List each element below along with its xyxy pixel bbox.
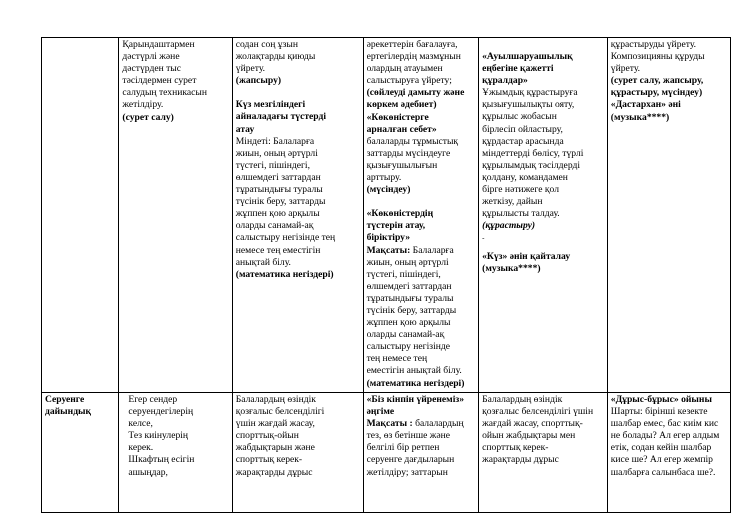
cell-text-line: құрастыруды үйрету. bbox=[610, 39, 697, 50]
cell-text-line: ашыңдар, bbox=[128, 466, 168, 478]
cell-text-line: біріктіру» bbox=[366, 232, 410, 244]
cell-text-line: салыстыру негізінде bbox=[366, 341, 451, 353]
cell-text-line: етік, содан кейін шалбар bbox=[610, 442, 712, 454]
cell-text-line: құралдар» bbox=[482, 75, 528, 87]
cell-text-line: керек. bbox=[128, 442, 154, 454]
walk-cell-day1 bbox=[119, 393, 232, 513]
cell-text-line: спорттық керек- bbox=[235, 454, 303, 466]
cell-text-line: Мақсаты: Балаларға bbox=[366, 244, 454, 256]
cell-text-line: келсе, bbox=[128, 418, 153, 430]
cell-text-line: арналған себет» bbox=[366, 123, 437, 135]
cell-text-line: түстерін атау, bbox=[366, 220, 426, 232]
cell-text-line: «Көкөністердің bbox=[366, 208, 434, 220]
cell-text-line: дәстүрден тыс bbox=[122, 63, 182, 75]
cell-text-line: Күз мезгіліндегі bbox=[235, 99, 306, 111]
cell-text-line: жарақтарды дұрыс bbox=[482, 454, 559, 466]
cell-text-line: Серуенге bbox=[45, 394, 85, 405]
cell-text-line: атау bbox=[235, 123, 255, 135]
cell-text-line: (математика негіздері) bbox=[366, 377, 465, 389]
cell-text-line: Балалардың өзіндік bbox=[235, 394, 316, 405]
cell-text-line: Мақсаты : балалардың bbox=[366, 418, 464, 430]
cell-text-line: міндеттерді бөлісу, түрлі bbox=[482, 147, 584, 159]
activity-cell-day5 bbox=[607, 38, 730, 393]
cell-text-line: қызығушылығын bbox=[366, 159, 438, 171]
walk-cell-day3 bbox=[363, 393, 479, 513]
activity-cell-day2 bbox=[232, 38, 363, 393]
cell-text-line: дәстүрлі және bbox=[122, 51, 180, 63]
cell-text-line: түсінік беру, заттарды bbox=[235, 196, 326, 208]
cell-text-line: «Біз кінпін үйренеміз» bbox=[366, 394, 465, 405]
cell-text-line: анықтай білу. bbox=[235, 256, 291, 268]
cell-text-line: Балалардың өзіндік bbox=[482, 394, 563, 405]
cell-text-line: Шкафтың есігін bbox=[128, 454, 195, 466]
cell-text-line: Егер сендер bbox=[128, 394, 178, 405]
cell-text-line: (музыка****) bbox=[482, 262, 541, 274]
cell-text-line: үйрету. bbox=[235, 63, 266, 75]
cell-text-line: бірге нәтижеге қол bbox=[482, 184, 559, 196]
cell-text-line: қолдану, командамен bbox=[482, 171, 568, 183]
cell-text-line bbox=[236, 87, 360, 99]
cell-text-line: «Дастархан» әні bbox=[610, 99, 681, 111]
cell-text-line: әңгіме bbox=[366, 406, 395, 418]
cell-text-line: жарақтарды дұрыс bbox=[235, 466, 313, 478]
cell-text-line: тұратындығы туралы bbox=[366, 292, 454, 304]
cell-text-line: заттарды мүсіндеуге bbox=[366, 147, 451, 159]
walk-cell-day5 bbox=[607, 393, 730, 513]
cell-text-line: тез, өз бетінше және bbox=[366, 430, 451, 442]
cell-text-line: қозғалыс белсенділігі bbox=[235, 406, 325, 418]
cell-text-line: Тез киінулерің bbox=[128, 430, 189, 442]
cell-text-line: тең немесе тең bbox=[366, 353, 428, 365]
cell-text-line: шалбар емес, бас киім кис bbox=[610, 418, 719, 430]
cell-text-line: түстегі, пішіндегі, bbox=[366, 268, 441, 280]
cell-text-line: - bbox=[482, 234, 485, 243]
cell-text-line: ойын жабдықтары мен bbox=[482, 430, 576, 442]
cell-text-line: ертегілердің мазмұнын bbox=[366, 51, 461, 63]
cell-text-line: бірлесіп ойластыру, bbox=[482, 123, 563, 135]
cell-text-line: не болады? Ал егер алдым bbox=[610, 430, 720, 442]
cell-text-line: салыстыру негізінде тең bbox=[235, 232, 336, 244]
walk-cell-day2 bbox=[232, 393, 363, 513]
cell-text-line: әрекеттерін бағалауға, bbox=[366, 39, 458, 50]
activity-cell-day1 bbox=[119, 38, 232, 393]
cell-text-line: салудың техникасын bbox=[122, 87, 207, 99]
cell-text-line: салыстыруға үйрету; bbox=[366, 75, 452, 87]
cell-text-line: жетілдіру; заттарын bbox=[366, 466, 448, 478]
walk-cell-day4 bbox=[479, 393, 608, 513]
daily-plan-table bbox=[41, 37, 731, 513]
cell-text-line: (сурет салу) bbox=[122, 111, 174, 123]
cell-text-line: Шарты: бірінші кезекте bbox=[610, 406, 708, 418]
cell-text-line: дайындық bbox=[45, 406, 92, 418]
cell-text-line: серуендегілерің bbox=[128, 406, 194, 418]
cell-text-line: (сурет салу, жапсыру, bbox=[610, 75, 704, 87]
cell-text-line: балаларды тұрмыстық bbox=[366, 135, 459, 147]
cell-text-line: тұратындығы туралы bbox=[235, 184, 323, 196]
cell-text-line: (музыка****) bbox=[610, 111, 670, 123]
cell-text-line: Композицияны құруды bbox=[610, 51, 705, 63]
cell-text-line: Ұжымдық құрастыруға bbox=[482, 87, 578, 99]
table-row-activities bbox=[42, 38, 731, 393]
cell-text-line: спорттық керек- bbox=[482, 442, 549, 454]
cell-text-line: жабдықтарын және bbox=[235, 442, 315, 454]
cell-text-line: оларды санамай-ақ bbox=[366, 329, 445, 341]
cell-text-line: еңбегіне қажетті bbox=[482, 63, 554, 75]
cell-text-line: (сөйлеуді дамыту және bbox=[366, 87, 465, 99]
cell-text-line: айналадағы түстерді bbox=[235, 111, 327, 123]
cell-text-line: құрылыс жобасын bbox=[482, 111, 557, 123]
cell-text-line: жұппен қою арқылы bbox=[235, 208, 320, 220]
cell-text-line: түсінік беру, заттарды bbox=[366, 304, 457, 316]
cell-text-line: шалбарға салынбаса ше?. bbox=[610, 466, 716, 478]
cell-text-line: жұппен қою арқылы bbox=[366, 317, 451, 329]
cell-text-line: содан соң ұзын bbox=[235, 39, 298, 50]
cell-text-line: (құрастыру) bbox=[482, 220, 536, 232]
cell-text-line: «Дұрыс-бұрыс» ойыны bbox=[610, 394, 712, 405]
activity-cell-day4 bbox=[479, 38, 608, 393]
cell-text-line: спорттық-ойын bbox=[235, 430, 299, 442]
cell-text-line: жиын, оның әртүрлі bbox=[366, 256, 449, 268]
row-header-walk-preparation bbox=[42, 393, 119, 513]
cell-text-line: өлшемдегі заттардан bbox=[235, 171, 321, 183]
cell-text-line: жолақтарды қиюды bbox=[235, 51, 316, 63]
cell-text-line: жетілдіру. bbox=[122, 99, 164, 111]
cell-text-line: (жапсыру) bbox=[235, 75, 282, 87]
activity-cell-day3 bbox=[363, 38, 479, 393]
cell-text-line: кисе ше? Ал егер жемпір bbox=[610, 454, 713, 466]
cell-text-line: еместігін анықтай білу. bbox=[366, 365, 462, 377]
cell-text-line: оларды санамай-ақ bbox=[235, 220, 314, 232]
cell-text-line: құрастыру, мүсіндеу) bbox=[610, 87, 703, 99]
cell-text-line: «Көкөністерге bbox=[366, 111, 429, 123]
cell-text-line: түстегі, пішіндегі, bbox=[235, 159, 310, 171]
cell-text-line: (математика негіздері) bbox=[235, 268, 334, 280]
cell-text-line: арттыру. bbox=[366, 172, 402, 184]
cell-text-line: серуенге дағдыларын bbox=[366, 454, 455, 466]
cell-text-line: (мүсіндеу) bbox=[366, 184, 411, 196]
cell-text-line: жеткізу, дайын bbox=[482, 196, 543, 208]
cell-text-line bbox=[367, 196, 476, 208]
cell-text-line: «Ауылшаруашылық bbox=[482, 51, 573, 62]
cell-text-line bbox=[482, 39, 604, 51]
cell-text-line: көркем әдебиет) bbox=[366, 99, 437, 111]
cell-text-line: құрылымдық тәсілдерді bbox=[482, 159, 581, 171]
cell-text-line: жағдай жасау, спорттық- bbox=[482, 418, 583, 430]
cell-text-line: Қарындаштармен bbox=[122, 39, 195, 50]
cell-text-line: тәсілдермен сурет bbox=[122, 75, 197, 87]
cell-text-line: өлшемдегі заттардан bbox=[366, 280, 452, 292]
cell-text-line: құрылысты талдау. bbox=[482, 208, 560, 220]
table-row-walk-preparation bbox=[42, 393, 731, 513]
cell-text-line: белгілі бір ретпен bbox=[366, 442, 440, 454]
cell-text-line: «Күз» әнін қайталау bbox=[482, 250, 571, 262]
cell-text-line: үйрету. bbox=[610, 63, 641, 75]
row-header-cell bbox=[42, 38, 119, 393]
cell-text-line: құрдастар арасында bbox=[482, 135, 564, 147]
cell-text-line: үшін жағдай жасау, bbox=[235, 418, 315, 430]
cell-text-line: Міндеті: Балаларға bbox=[235, 135, 315, 147]
cell-text-line: олардың атауымен bbox=[366, 63, 443, 75]
cell-text-line: қызығушылықты ояту, bbox=[482, 99, 575, 111]
cell-text-line: қозғалыс белсенділігі үшін bbox=[482, 406, 594, 418]
cell-text-line: жиын, оның әртүрлі bbox=[235, 147, 318, 159]
cell-text-line: немесе тең еместігін bbox=[235, 244, 321, 256]
